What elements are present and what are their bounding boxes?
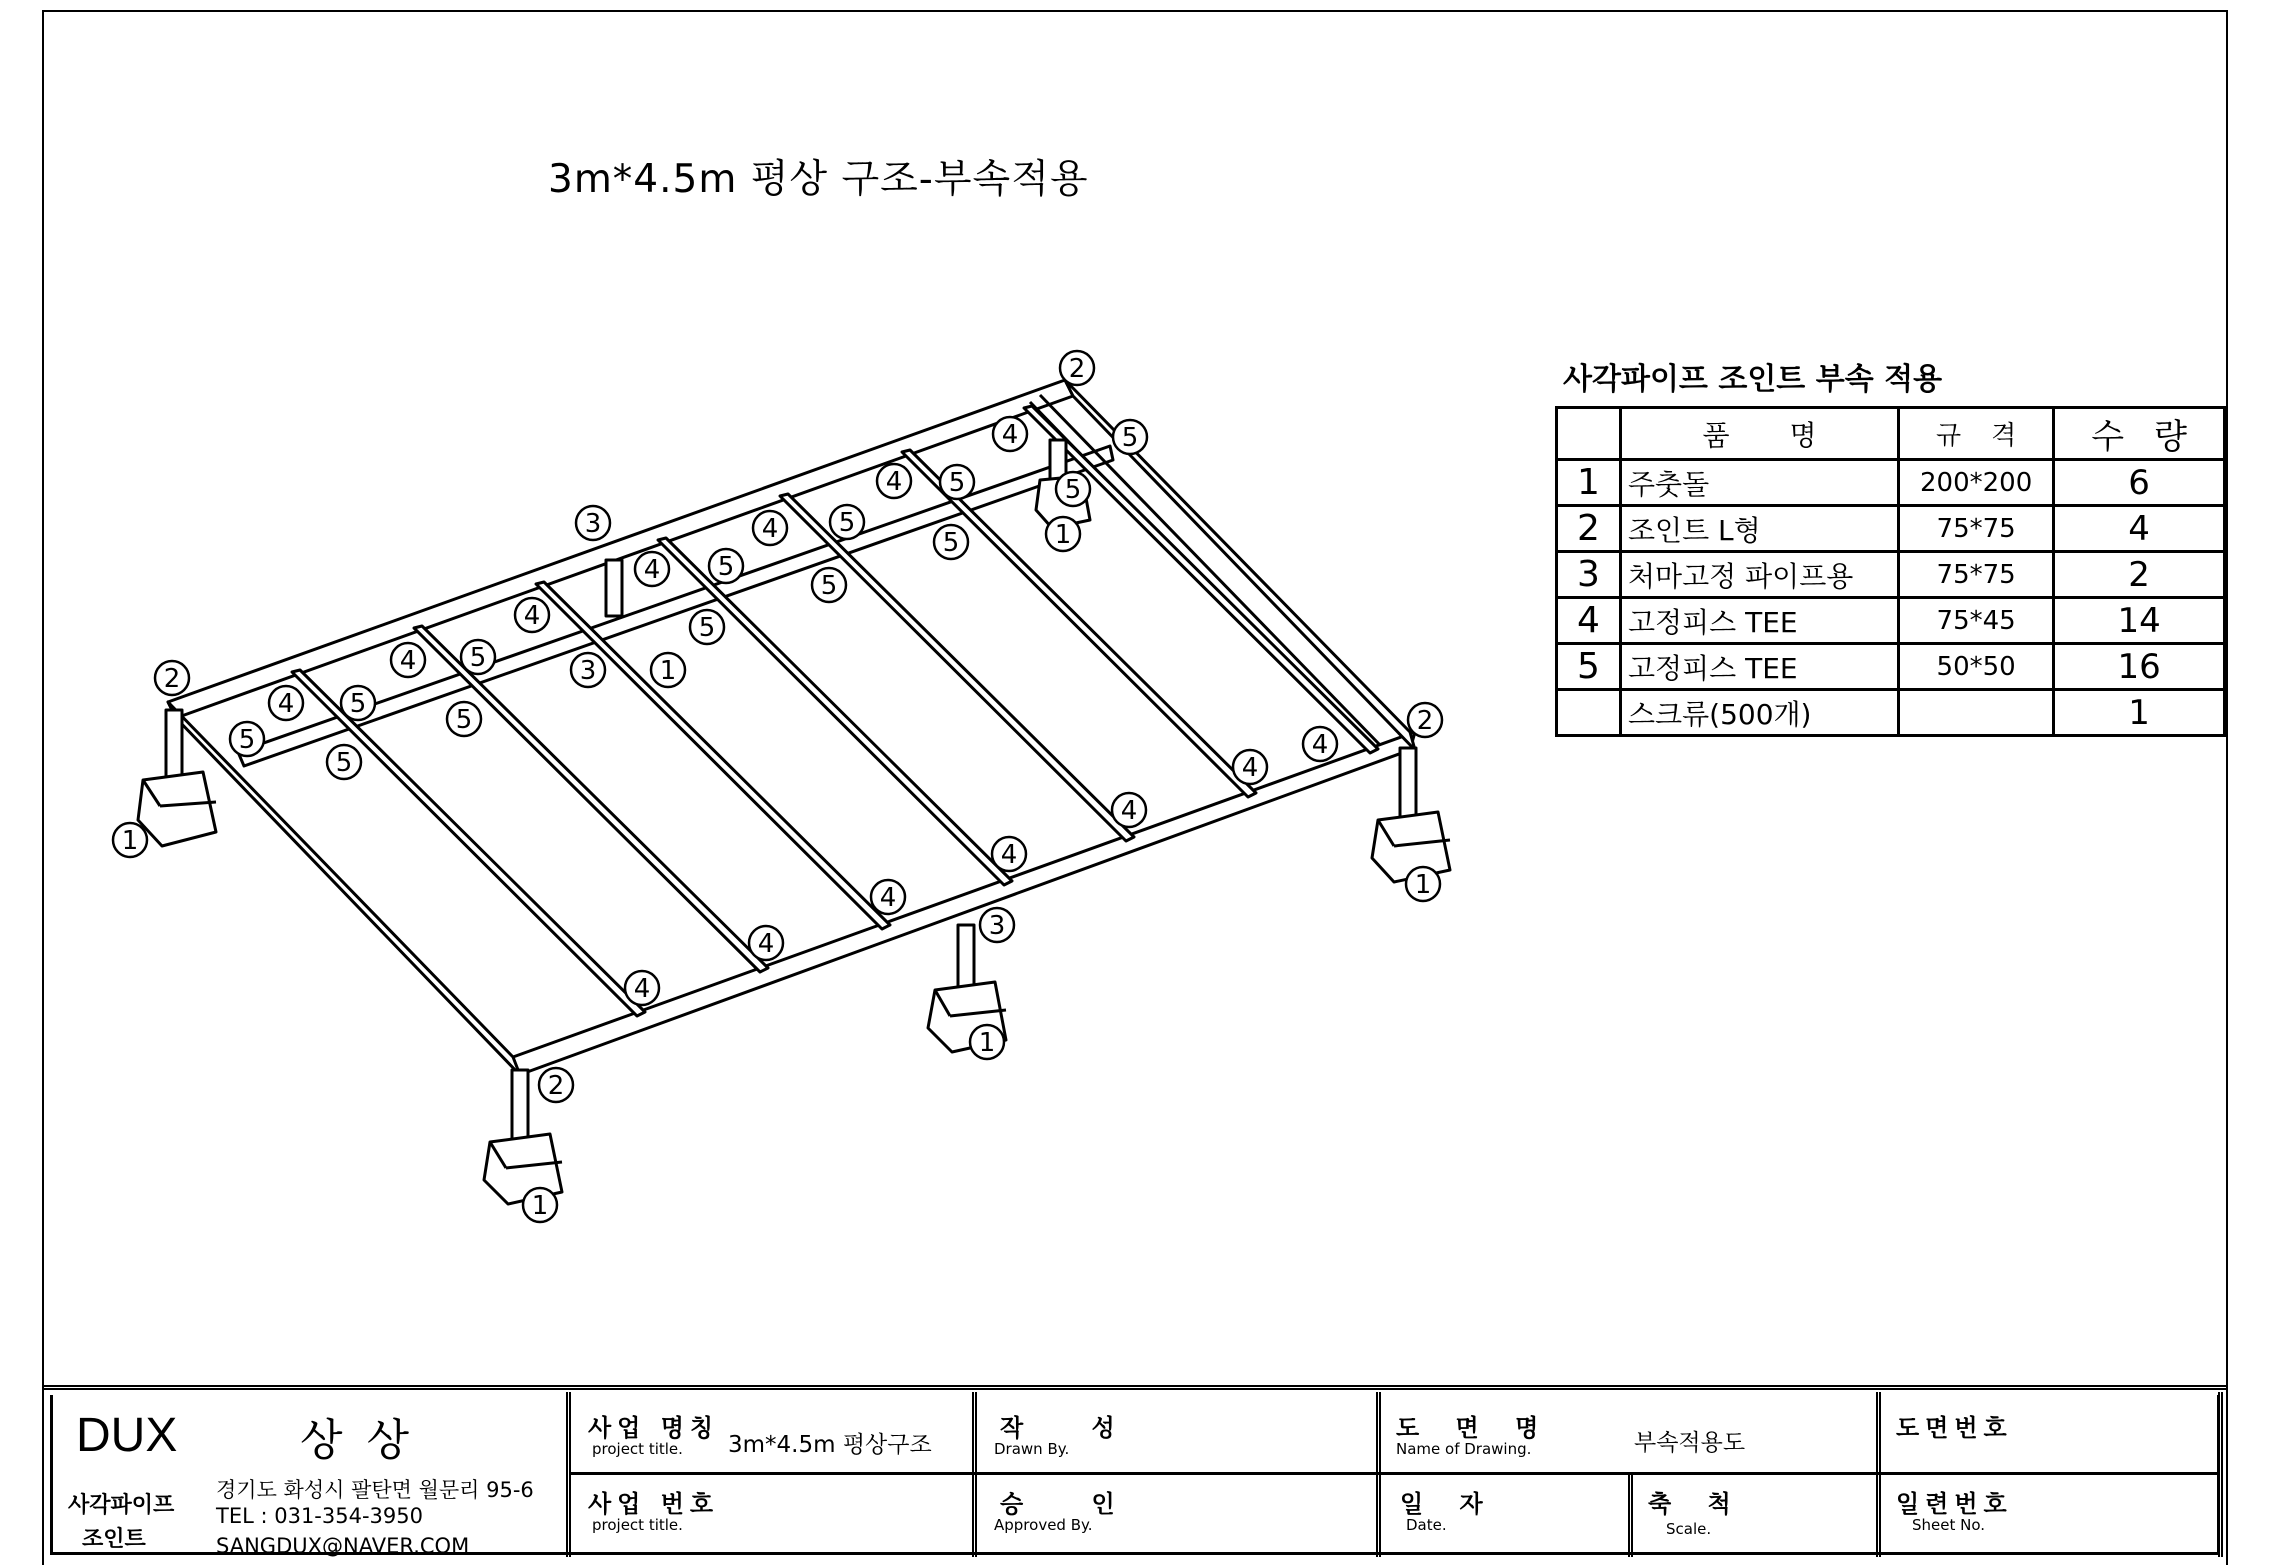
sheet-no-label: 일련번호: [1896, 1490, 2013, 1518]
callout-5: [934, 525, 968, 559]
svg-text:4: 4: [1001, 420, 1019, 450]
callout-5: [327, 745, 361, 779]
callout-4: [749, 926, 783, 960]
callout-1: [113, 823, 147, 857]
drawn-label: 작 성: [1000, 1414, 1145, 1442]
svg-text:4: 4: [885, 467, 903, 497]
joist-7: [1024, 406, 1378, 753]
parts-row: [1557, 506, 2225, 552]
drawing-no-label: 도면번호: [1896, 1414, 2013, 1442]
divider: [570, 1472, 2220, 1475]
svg-text:5: 5: [1121, 423, 1139, 453]
svg-text:5: 5: [455, 705, 473, 735]
callout-3: [576, 506, 610, 540]
callout-5: [1113, 420, 1147, 454]
row-no: 4: [1557, 598, 1621, 644]
post-left-back: [166, 710, 182, 782]
svg-text:2: 2: [1068, 354, 1086, 384]
callout-3: [980, 908, 1014, 942]
project-name-label: 사업 명칭: [588, 1414, 720, 1442]
callout-2: [1408, 703, 1442, 737]
callout-4: [515, 598, 549, 632]
svg-text:5: 5: [335, 748, 353, 778]
company-line2: 조인트: [82, 1527, 146, 1552]
row-spec: 75*75: [1899, 552, 2054, 598]
row-qty: 14: [2054, 598, 2225, 644]
row-qty: 16: [2054, 644, 2225, 690]
callout-2: [1060, 351, 1094, 385]
callout-1: [523, 1188, 557, 1222]
svg-text:4: 4: [523, 601, 541, 631]
row-spec: 200*200: [1899, 460, 2054, 506]
header-spec: 규격: [1899, 408, 2054, 460]
scale-label: 축 척: [1648, 1490, 1745, 1518]
row-spec: [1899, 690, 2054, 736]
svg-text:4: 4: [879, 883, 897, 913]
row-spec: 75*75: [1899, 506, 2054, 552]
callout-4: [753, 511, 787, 545]
row-name: 주춧돌: [1621, 460, 1899, 506]
parts-table-header: [1557, 408, 2225, 460]
parts-row: [1557, 552, 2225, 598]
project-no-label: 사업 번호: [588, 1490, 720, 1518]
row-no: 2: [1557, 506, 1621, 552]
drawing-name-label: 도 면 명: [1396, 1414, 1553, 1442]
callout-4: [635, 552, 669, 586]
svg-text:2: 2: [547, 1071, 565, 1101]
parts-row: [1557, 460, 2225, 506]
row-name: 조인트 L형: [1621, 506, 1899, 552]
callout-4: [1303, 727, 1337, 761]
callout-4: [992, 837, 1026, 871]
callout-4: [391, 643, 425, 677]
svg-text:4: 4: [399, 646, 417, 676]
drawn-sub: Drawn By.: [994, 1440, 1070, 1458]
svg-text:4: 4: [277, 689, 295, 719]
svg-text:1: 1: [978, 1028, 996, 1058]
svg-text:4: 4: [1000, 840, 1018, 870]
callout-5: [341, 686, 375, 720]
svg-text:5: 5: [1064, 475, 1082, 505]
row-spec: 50*50: [1899, 644, 2054, 690]
callout-2: [539, 1068, 573, 1102]
callout-5: [709, 549, 743, 583]
row-qty: 4: [2054, 506, 2225, 552]
svg-text:5: 5: [838, 508, 856, 538]
callout-1: [1406, 867, 1440, 901]
svg-text:4: 4: [633, 974, 651, 1004]
approved-label: 승 인: [1000, 1490, 1145, 1518]
svg-text:5: 5: [238, 725, 256, 755]
row-qty: 6: [2054, 460, 2225, 506]
callout-5: [812, 568, 846, 602]
project-name-value: 3m*4.5m 평상구조: [728, 1432, 932, 1458]
header-no: [1557, 408, 1621, 460]
parts-table: [1555, 406, 2226, 737]
svg-text:2: 2: [163, 664, 181, 694]
row-name: 고정피스 TEE: [1621, 598, 1899, 644]
drawing-name-value: 부속적용도: [1634, 1430, 1746, 1456]
company-tel: TEL : 031-354-3950: [216, 1504, 423, 1528]
drawing-name-sub: Name of Drawing.: [1396, 1440, 1532, 1458]
company-address: 경기도 화성시 팔탄면 월문리 95-6: [216, 1478, 534, 1502]
svg-text:5: 5: [820, 571, 838, 601]
project-name-sub: project title.: [592, 1440, 683, 1458]
row-name: 고정피스 TEE: [1621, 644, 1899, 690]
parts-table-title: 사각파이프 조인트 부속 적용: [1563, 362, 1943, 397]
post-mid-back: [606, 560, 622, 616]
brand-sub: 상상: [300, 1415, 434, 1466]
callout-5: [230, 722, 264, 756]
divider: [1628, 1474, 1633, 1557]
svg-text:4: 4: [1241, 753, 1259, 783]
callout-4: [269, 686, 303, 720]
callout-5: [940, 465, 974, 499]
callout-1: [1046, 517, 1080, 551]
svg-text:5: 5: [717, 552, 735, 582]
callout-5: [690, 610, 724, 644]
callout-4: [1112, 793, 1146, 827]
callout-1: [970, 1025, 1004, 1059]
callout-1: [651, 653, 685, 687]
callout-5: [830, 505, 864, 539]
callout-5: [1056, 472, 1090, 506]
header-name: 품명: [1621, 408, 1899, 460]
parts-row: [1557, 644, 2225, 690]
row-no: 1: [1557, 460, 1621, 506]
scale-sub: Scale.: [1666, 1520, 1712, 1538]
parts-row: [1557, 598, 2225, 644]
row-spec: 75*45: [1899, 598, 2054, 644]
svg-text:4: 4: [643, 555, 661, 585]
callout-5: [461, 640, 495, 674]
callout-4: [877, 464, 911, 498]
svg-text:4: 4: [761, 514, 779, 544]
parts-row: [1557, 690, 2225, 736]
svg-text:3: 3: [584, 509, 602, 539]
svg-text:3: 3: [579, 656, 597, 686]
svg-text:4: 4: [1311, 730, 1329, 760]
svg-text:5: 5: [942, 528, 960, 558]
row-no: 3: [1557, 552, 1621, 598]
callout-3: [571, 653, 605, 687]
svg-text:5: 5: [469, 643, 487, 673]
post-mid-front: [958, 925, 974, 993]
callout-5: [447, 702, 481, 736]
svg-text:1: 1: [1054, 520, 1072, 550]
brand-logo: DUX: [76, 1409, 178, 1462]
svg-text:4: 4: [757, 929, 775, 959]
sheet-no-sub: Sheet No.: [1912, 1516, 1986, 1534]
callout-2: [155, 661, 189, 695]
callout-4: [1233, 750, 1267, 784]
svg-text:5: 5: [948, 468, 966, 498]
header-qty: 수량: [2054, 408, 2225, 460]
date-label: 일 자: [1400, 1490, 1497, 1518]
callout-4: [625, 971, 659, 1005]
date-sub: Date.: [1406, 1516, 1447, 1534]
svg-text:4: 4: [1120, 796, 1138, 826]
svg-text:2: 2: [1416, 706, 1434, 736]
company-email: SANGDUX@NAVER.COM: [216, 1534, 470, 1558]
post-left-front: [512, 1070, 528, 1146]
callout-4: [871, 880, 905, 914]
svg-text:5: 5: [349, 689, 367, 719]
svg-text:1: 1: [1414, 870, 1432, 900]
row-name: 스크류(500개): [1621, 690, 1899, 736]
row-qty: 2: [2054, 552, 2225, 598]
callout-4: [993, 417, 1027, 451]
row-qty: 1: [2054, 690, 2225, 736]
svg-text:5: 5: [698, 613, 716, 643]
approved-sub: Approved By.: [994, 1516, 1093, 1534]
svg-text:1: 1: [531, 1191, 549, 1221]
project-no-sub: project title.: [592, 1516, 683, 1534]
row-name: 처마고정 파이프용: [1621, 552, 1899, 598]
svg-text:3: 3: [988, 911, 1006, 941]
footing-left-back: [138, 772, 216, 846]
row-no: 5: [1557, 644, 1621, 690]
svg-text:1: 1: [659, 656, 677, 686]
drawing-title: 3m*4.5m 평상 구조-부속적용: [548, 157, 1089, 202]
row-no: [1557, 690, 1621, 736]
company-line1: 사각파이프: [68, 1493, 175, 1518]
svg-text:1: 1: [121, 826, 139, 856]
